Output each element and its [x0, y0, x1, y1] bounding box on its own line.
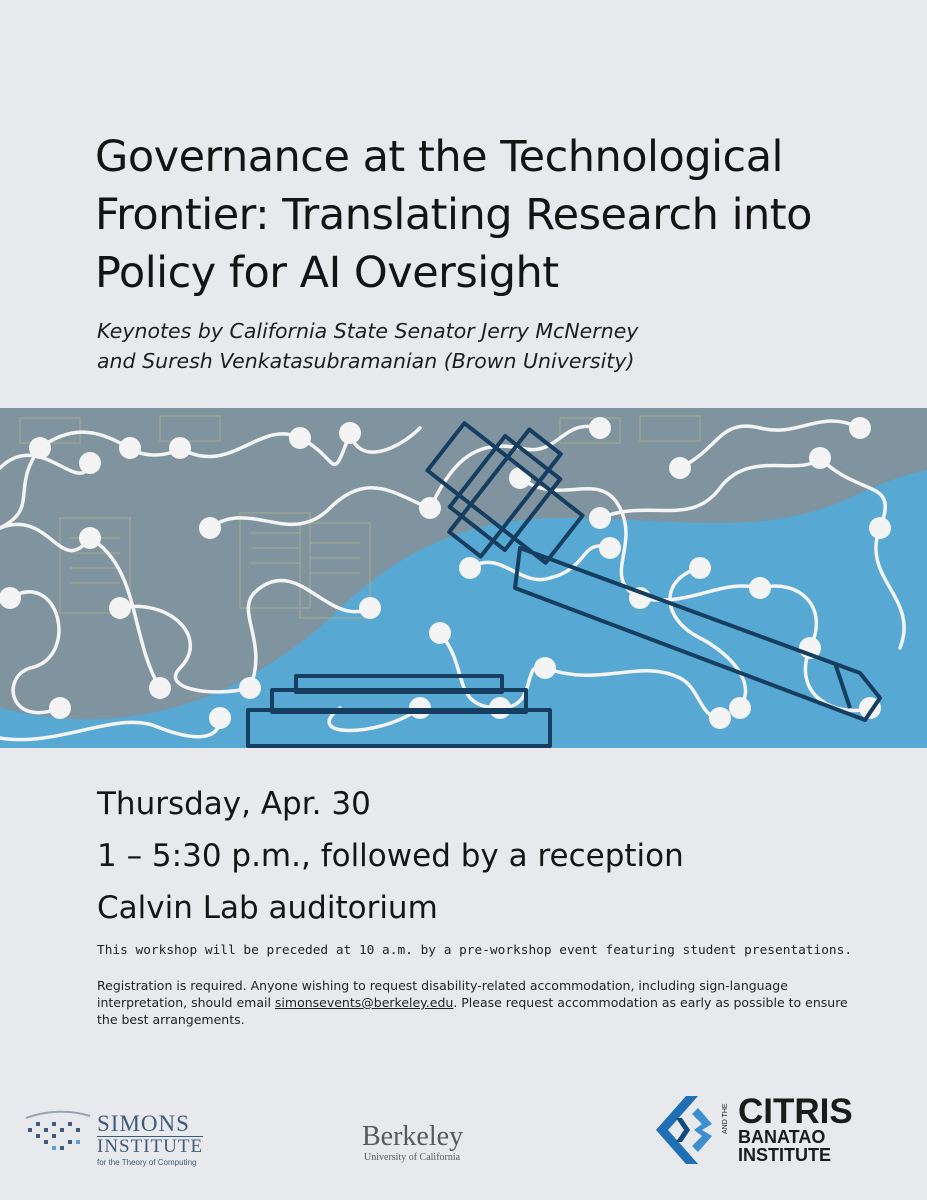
pre-workshop-note: This workshop will be preceded at 10 a.m. by a pre-workshop event featuring student presentations. — [97, 943, 853, 958]
citris-banatao-logo — [652, 1094, 862, 1166]
registration-text-end: . Please request accommodation as early as possible to ensure the best arrangements. — [97, 995, 848, 1027]
event-date: Thursday, Apr. 30 — [97, 786, 371, 822]
keynote-subtitle — [97, 316, 857, 376]
event-location: Calvin Lab auditorium — [97, 890, 438, 926]
event-time: 1 – 5:30 p.m., followed by a reception — [97, 838, 684, 874]
citris-chevron-icon — [652, 1094, 722, 1166]
citris-logo-line-1: CITRIS — [738, 1092, 853, 1131]
gavel-banner-illustration — [0, 408, 927, 748]
subtitle-line-2: and Suresh Venkatasubramanian (Brown University) — [97, 349, 635, 373]
event-details — [97, 784, 684, 940]
berkeley-logo-line-2: University of California — [364, 1152, 461, 1163]
simons-column-icon — [22, 1108, 92, 1158]
simons-logo-line-3: for the Theory of Computing — [97, 1158, 197, 1167]
simons-logo-line-1: SIMONS — [97, 1111, 190, 1136]
registration-email-link[interactable]: simonsevents@berkeley.edu — [274, 995, 454, 1010]
poster-title: Governance at the Technological Frontier: Translating Research into Policy for AI Oversight — [95, 132, 812, 298]
citris-logo-line-2: BANATAO — [738, 1127, 826, 1147]
citris-logo-side-text: AND THE — [722, 1103, 729, 1134]
citris-logo-line-3: INSTITUTE — [738, 1145, 831, 1165]
subtitle-line-1: Keynotes by California State Senator Jerry McNerney — [97, 319, 639, 343]
berkeley-logo — [362, 1122, 522, 1172]
simons-logo-line-2: INSTITUTE — [97, 1136, 204, 1157]
registration-text: Registration is required. Anyone wishing to request disability-related accommodation, including sign-language interpretation, should email — [97, 978, 788, 1010]
berkeley-logo-line-1: Berkeley — [362, 1121, 464, 1152]
registration-note — [97, 977, 857, 1028]
simons-institute-logo — [22, 1108, 222, 1168]
